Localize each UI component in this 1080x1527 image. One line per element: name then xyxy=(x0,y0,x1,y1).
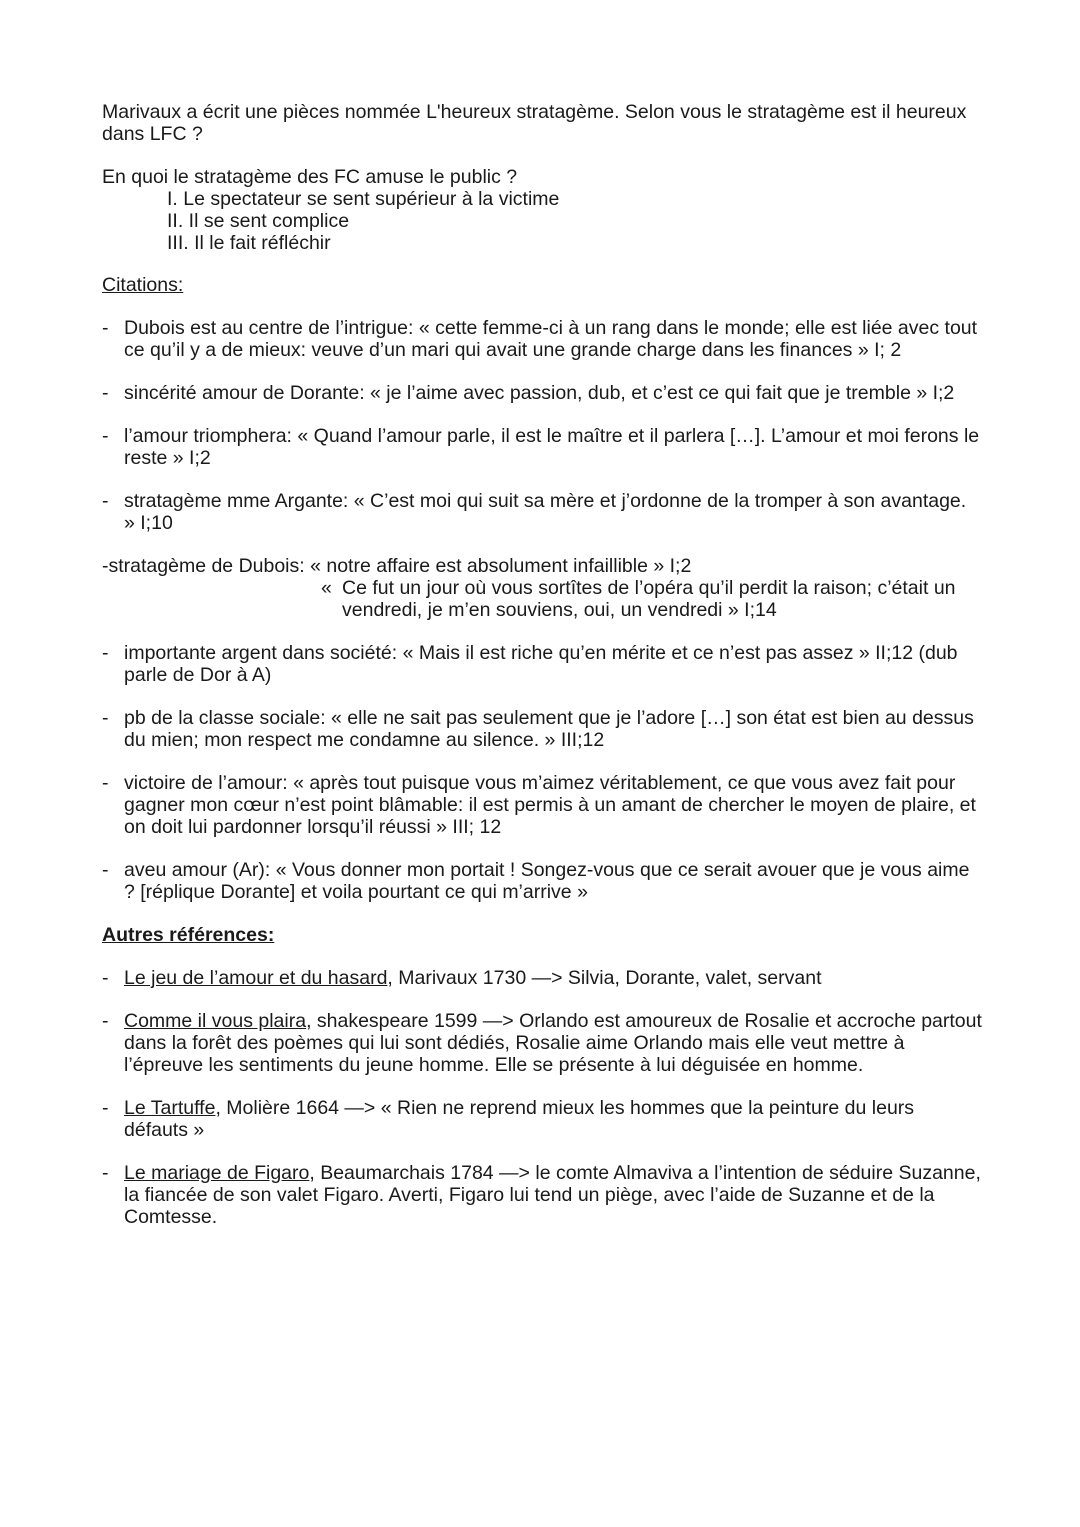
reference-item xyxy=(102,1097,982,1141)
citation-text: pb de la classe sociale: « elle ne sait pas seulement que je l’adore […] son état est bien au dessus du mien; mon respect me condamne au silence. » III;12 xyxy=(124,707,974,751)
citation-text: importante argent dans société: « Mais il est riche qu’en mérite et ce n’est pas assez » II;12 (dub parle de Dor à A) xyxy=(124,642,958,686)
outline-item-3: III. Il le fait réfléchir xyxy=(167,232,331,254)
dubois-quote-2: Ce fut un jour où vous sortîtes de l’opéra qu’il perdit la raison; c’était un vendredi, je m’en souviens, oui, un vendredi » I;14 xyxy=(342,577,956,621)
reference-item xyxy=(102,1162,982,1228)
citation-text: aveu amour (Ar): « Vous donner mon portait ! Songez-vous que ce serait avouer que je vous aime ? [réplique Dorante] et voila pourtant ce qui m’arrive » xyxy=(124,859,970,903)
outline-question: En quoi le stratagème des FC amuse le public ? xyxy=(102,166,518,188)
bullet-dash: - xyxy=(102,967,109,989)
citation-text: victoire de l’amour: « après tout puisque vous m’aimez véritablement, ce que vous avez fait pour gagner mon cœur n’est point blâmable: il est permis à un amant de chercher le moyen de plaire, et on doit lui pardonner lorsqu’il réussi » III; 12 xyxy=(124,772,976,838)
citation-item xyxy=(102,490,982,534)
intro-question: Marivaux a écrit une pièces nommée L'heureux stratagème. Selon vous le stratagème est il heureux dans LFC ? xyxy=(102,101,967,145)
bullet-dash: - xyxy=(102,1010,109,1032)
citation-item xyxy=(102,317,982,361)
reference-title: Le Tartuffe xyxy=(124,1097,216,1119)
reference-description: , shakespeare 1599 —> Orlando est amoureux de Rosalie et accroche partout dans la forêt des poèmes qui lui sont dédiés, Rosalie aime Orlando mais elle veut mettre à l’épreuve les sentiments du jeune homme. Elle se présente à lui déguisée en homme. xyxy=(124,1010,982,1076)
document-page xyxy=(102,101,982,1249)
reference-title: Comme il vous plaira xyxy=(124,1010,307,1032)
reference-description: , Beaumarchais 1784 —> le comte Almaviva a l’intention de séduire Suzanne, la fiancée de son valet Figaro. Averti, Figaro lui tend un piège, avec l’aide de Suzanne et de la Comtesse. xyxy=(124,1162,981,1228)
quote-open-mark: « xyxy=(321,577,332,599)
reference-description: , Molière 1664 —> « Rien ne reprend mieux les hommes que la peinture du leurs défauts » xyxy=(124,1097,915,1141)
plan-outline xyxy=(102,166,982,254)
dubois-line xyxy=(102,555,982,577)
reference-title: Le mariage de Figaro xyxy=(124,1162,310,1184)
reference-item xyxy=(102,1010,982,1076)
citation-item xyxy=(102,382,982,404)
dubois-quote-1: « notre affaire est absolument infaillible » I;2 xyxy=(310,555,692,577)
bullet-dash: - xyxy=(102,772,109,794)
bullet-dash: - xyxy=(102,859,109,881)
bullet-dash: - xyxy=(102,382,109,404)
citation-item xyxy=(102,859,982,903)
citation-item xyxy=(102,425,982,469)
dubois-label: -stratagème de Dubois: xyxy=(102,555,311,577)
dubois-citations xyxy=(102,555,982,621)
outline-item-2: II. Il se sent complice xyxy=(167,210,350,232)
citation-text: l’amour triomphera: « Quand l’amour parle, il est le maître et il parlera […]. L’amour et moi ferons le reste » I;2 xyxy=(124,425,980,469)
citation-text: stratagème mme Argante: « C’est moi qui suit sa mère et j’ordonne de la tromper à son avantage. » I;10 xyxy=(124,490,967,534)
bullet-dash: - xyxy=(102,642,109,664)
outline-item-1: I. Le spectateur se sent supérieur à la victime xyxy=(167,188,560,210)
dubois-quote-2-block xyxy=(102,577,982,621)
citation-text: Dubois est au centre de l’intrigue: « cette femme-ci à un rang dans le monde; elle est liée avec tout ce qu’il y a de mieux: veuve d’un mari qui avait une grande charge dans les finances » I; 2 xyxy=(124,317,978,361)
citation-text: sincérité amour de Dorante: « je l’aime avec passion, dub, et c’est ce qui fait que je tremble » I;2 xyxy=(124,382,955,404)
bullet-dash: - xyxy=(102,425,109,447)
citation-item xyxy=(102,707,982,751)
bullet-dash: - xyxy=(102,1162,109,1184)
bullet-dash: - xyxy=(102,1097,109,1119)
bullet-dash: - xyxy=(102,317,109,339)
bullet-dash: - xyxy=(102,707,109,729)
reference-item xyxy=(102,967,982,989)
citation-item xyxy=(102,772,982,838)
reference-description: , Marivaux 1730 —> Silvia, Dorante, valet, servant xyxy=(387,967,822,989)
citations-heading: Citations: xyxy=(102,274,184,296)
references-heading: Autres références: xyxy=(102,924,275,946)
citation-item xyxy=(102,642,982,686)
bullet-dash: - xyxy=(102,490,109,512)
reference-title: Le jeu de l’amour et du hasard xyxy=(124,967,388,989)
